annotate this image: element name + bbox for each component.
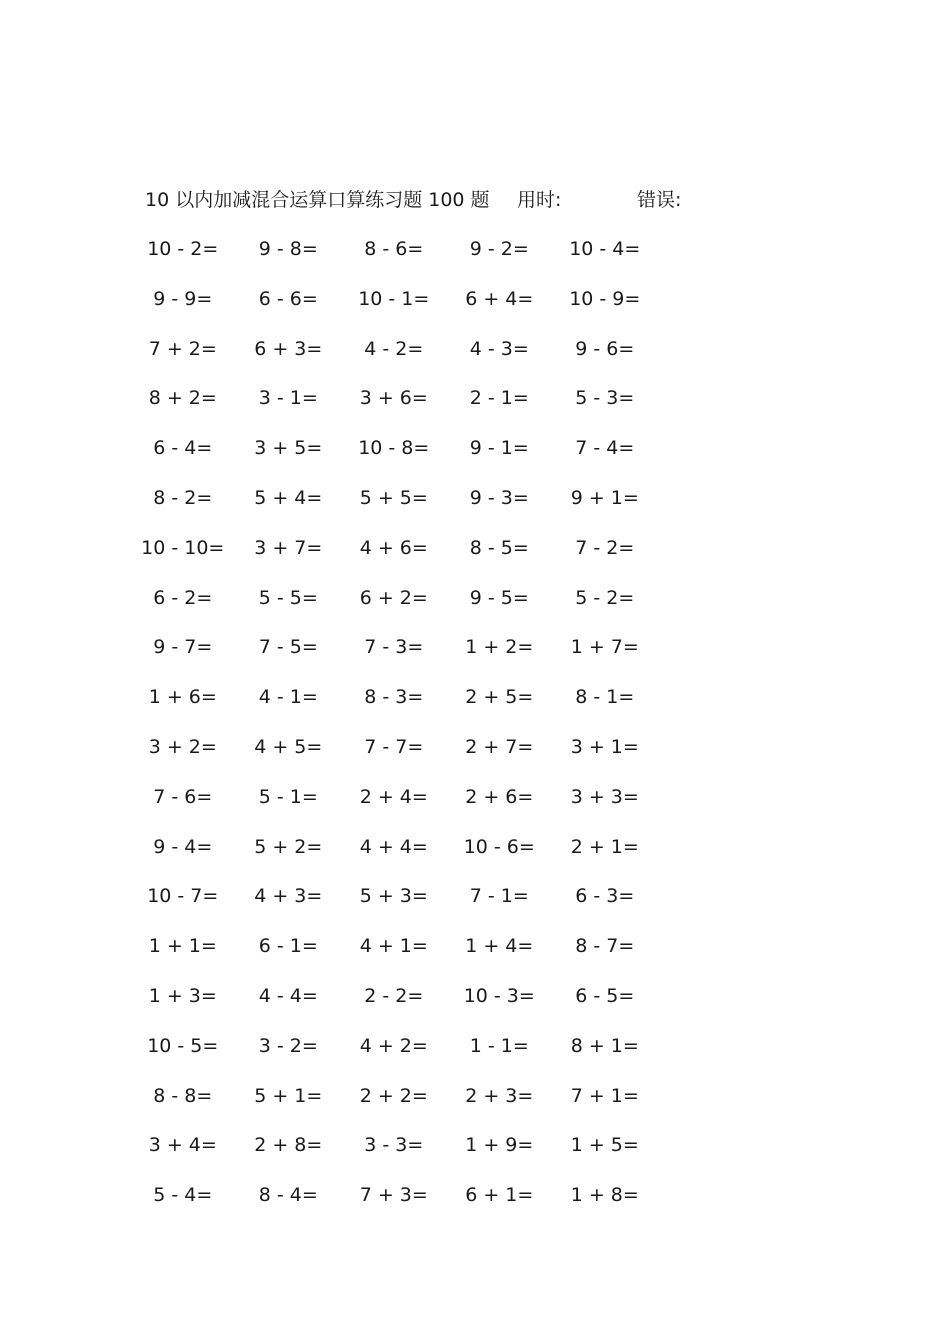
problem-item: 6 - 5= <box>575 984 635 1007</box>
problem-item: 10 - 9= <box>569 287 641 310</box>
error-count-label: 错误: <box>637 189 682 211</box>
problem-item: 8 - 6= <box>364 238 424 260</box>
problem-grid <box>130 235 660 1231</box>
problem-row <box>130 1032 660 1082</box>
problem-item: 7 - 5= <box>258 636 318 659</box>
problem-row <box>130 235 660 285</box>
problem-item: 7 - 1= <box>469 885 529 908</box>
problem-item: 10 - 4= <box>569 238 641 260</box>
problem-item: 7 - 6= <box>153 785 213 808</box>
problem-item: 5 - 2= <box>575 586 635 609</box>
worksheet-title: 10 以内加减混合运算口算练习题 100 题 <box>145 189 490 211</box>
problem-item: 3 + 2= <box>148 735 217 758</box>
problem-item: 3 - 1= <box>258 387 318 410</box>
problem-item: 2 + 4= <box>359 785 428 808</box>
problem-row <box>130 683 660 733</box>
problem-item: 9 - 9= <box>153 287 213 310</box>
problem-item: 8 - 2= <box>153 486 213 509</box>
problem-item: 5 - 5= <box>258 586 318 609</box>
problem-item: 2 + 2= <box>359 1084 428 1107</box>
problem-item: 4 + 3= <box>254 885 323 908</box>
problem-item: 6 + 1= <box>465 1184 534 1207</box>
problem-item: 9 - 7= <box>153 636 213 659</box>
problem-item: 5 + 5= <box>359 486 428 509</box>
problem-item: 5 + 1= <box>254 1084 323 1107</box>
problem-row <box>130 1082 660 1132</box>
problem-row <box>130 733 660 783</box>
problem-item: 7 + 3= <box>359 1184 428 1207</box>
problem-row <box>130 534 660 584</box>
problem-item: 6 - 4= <box>153 437 213 460</box>
problem-item: 8 - 7= <box>575 935 635 958</box>
problem-item: 7 - 4= <box>575 437 635 460</box>
problem-item: 3 + 3= <box>570 785 639 808</box>
problem-item: 10 - 7= <box>147 885 219 908</box>
problem-row <box>130 1131 660 1181</box>
problem-item: 7 + 1= <box>570 1084 639 1107</box>
problem-item: 3 + 1= <box>570 735 639 758</box>
problem-item: 7 - 2= <box>575 536 635 559</box>
problem-item: 6 - 6= <box>258 287 318 310</box>
problem-item: 5 + 2= <box>254 835 323 858</box>
problem-item: 8 - 3= <box>364 686 424 709</box>
problem-item: 7 - 7= <box>364 735 424 758</box>
problem-item: 1 + 4= <box>465 935 534 958</box>
problem-item: 2 - 1= <box>469 387 529 410</box>
problem-item: 10 - 6= <box>463 835 535 858</box>
problem-item: 2 + 1= <box>570 835 639 858</box>
problem-row <box>130 1181 660 1231</box>
problem-item: 9 - 6= <box>575 337 635 360</box>
problem-item: 5 - 4= <box>153 1184 213 1207</box>
problem-item: 4 + 4= <box>359 835 428 858</box>
problem-item: 4 + 2= <box>359 1034 428 1057</box>
problem-row <box>130 584 660 634</box>
time-used-label: 用时: <box>517 189 562 211</box>
problem-item: 4 - 2= <box>364 337 424 360</box>
problem-item: 7 + 2= <box>148 337 217 360</box>
problem-item: 2 + 7= <box>465 735 534 758</box>
problem-item: 3 + 5= <box>254 437 323 460</box>
problem-row <box>130 833 660 883</box>
problem-item: 4 + 1= <box>359 935 428 958</box>
problem-item: 5 - 3= <box>575 387 635 410</box>
problem-item: 10 - 3= <box>463 984 535 1007</box>
problem-item: 10 - 1= <box>358 287 430 310</box>
problem-item: 10 - 10= <box>141 536 225 559</box>
problem-item: 9 - 1= <box>469 437 529 460</box>
problem-item: 9 + 1= <box>570 486 639 509</box>
problem-item: 10 - 8= <box>358 437 430 460</box>
problem-item: 1 + 6= <box>148 686 217 709</box>
problem-item: 1 + 3= <box>148 984 217 1007</box>
problem-item: 4 + 6= <box>359 536 428 559</box>
problem-item: 9 - 2= <box>469 238 529 260</box>
problem-row <box>130 434 660 484</box>
problem-item: 2 + 6= <box>465 785 534 808</box>
problem-item: 6 + 3= <box>254 337 323 360</box>
problem-item: 3 + 6= <box>359 387 428 410</box>
problem-item: 1 + 5= <box>570 1134 639 1157</box>
problem-row <box>130 982 660 1032</box>
problem-item: 2 + 8= <box>254 1134 323 1157</box>
problem-item: 1 + 1= <box>148 935 217 958</box>
problem-item: 6 - 1= <box>258 935 318 958</box>
problem-item: 5 + 3= <box>359 885 428 908</box>
problem-item: 10 - 5= <box>147 1034 219 1057</box>
problem-item: 6 - 3= <box>575 885 635 908</box>
problem-item: 8 - 8= <box>153 1084 213 1107</box>
problem-item: 6 + 2= <box>359 586 428 609</box>
problem-item: 4 - 4= <box>258 984 318 1007</box>
problem-item: 3 + 4= <box>148 1134 217 1157</box>
problem-row <box>130 882 660 932</box>
problem-item: 9 - 8= <box>258 238 318 260</box>
problem-item: 5 - 1= <box>258 785 318 808</box>
problem-row <box>130 633 660 683</box>
problem-item: 1 + 9= <box>465 1134 534 1157</box>
problem-item: 1 - 1= <box>469 1034 529 1057</box>
problem-row <box>130 484 660 534</box>
problem-item: 7 - 3= <box>364 636 424 659</box>
problem-item: 10 - 2= <box>147 238 219 260</box>
problem-item: 1 + 2= <box>465 636 534 659</box>
problem-item: 3 - 3= <box>364 1134 424 1157</box>
problem-item: 4 + 5= <box>254 735 323 758</box>
problem-item: 6 + 4= <box>465 287 534 310</box>
problem-row <box>130 285 660 335</box>
problem-item: 9 - 4= <box>153 835 213 858</box>
problem-item: 1 + 8= <box>570 1184 639 1207</box>
problem-item: 3 - 2= <box>258 1034 318 1057</box>
problem-item: 8 - 4= <box>258 1184 318 1207</box>
problem-row <box>130 335 660 385</box>
problem-item: 8 - 1= <box>575 686 635 709</box>
problem-row <box>130 932 660 982</box>
problem-item: 8 + 2= <box>148 387 217 410</box>
problem-item: 8 - 5= <box>469 536 529 559</box>
problem-row <box>130 783 660 833</box>
problem-item: 3 + 7= <box>254 536 323 559</box>
problem-item: 5 + 4= <box>254 486 323 509</box>
problem-item: 6 - 2= <box>153 586 213 609</box>
problem-item: 2 - 2= <box>364 984 424 1007</box>
problem-item: 4 - 3= <box>469 337 529 360</box>
problem-item: 4 - 1= <box>258 686 318 709</box>
problem-item: 8 + 1= <box>570 1034 639 1057</box>
problem-item: 2 + 3= <box>465 1084 534 1107</box>
problem-row <box>130 384 660 434</box>
problem-item: 9 - 3= <box>469 486 529 509</box>
problem-item: 2 + 5= <box>465 686 534 709</box>
problem-item: 9 - 5= <box>469 586 529 609</box>
problem-item: 1 + 7= <box>570 636 639 659</box>
